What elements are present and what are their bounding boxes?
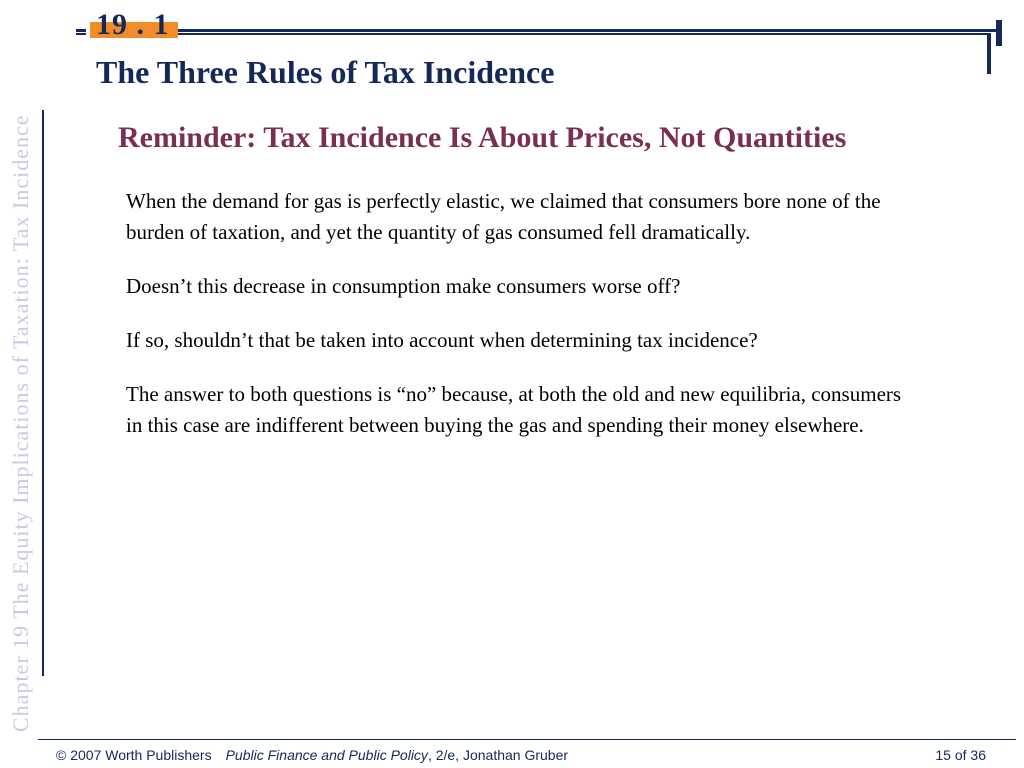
paragraph-1: When the demand for gas is perfectly elastic, we claimed that consumers bore none of the burden of taxation, and yet the quantity of gas consumed fell dramatically. xyxy=(126,189,881,244)
header-corner-outer xyxy=(996,20,1002,46)
slide-body xyxy=(126,186,906,464)
paragraph-2: Doesn’t this decrease in consumption make consumers worse off? xyxy=(126,274,681,298)
page-indicator: 15 of 36 xyxy=(935,747,986,763)
paragraph-3: If so, shouldn’t that be taken into account when determining tax incidence? xyxy=(126,328,758,352)
footer-credits xyxy=(56,747,568,763)
slide-subtitle: Reminder: Tax Incidence Is About Prices, Not Quantities xyxy=(118,121,847,154)
book-title: Public Finance and Public Policy xyxy=(225,747,428,763)
header-corner-inner xyxy=(987,33,991,74)
chapter-label: Chapter 19 The Equity Implications of Taxation: Tax Incidence xyxy=(8,114,33,732)
section-number: 19 . 1 xyxy=(96,8,170,41)
header-rule xyxy=(76,29,1000,32)
footer-rule xyxy=(38,739,1016,740)
book-suffix: , 2/e, Jonathan Gruber xyxy=(427,747,569,763)
page-title: The Three Rules of Tax Incidence xyxy=(96,54,555,90)
header-rule-shadow xyxy=(76,33,988,35)
paragraph-4: The answer to both questions is “no” because, at both the old and new equilibria, consumers in this case are indifferent between buying the gas and spending their money elsewhere. xyxy=(126,382,902,437)
left-rule xyxy=(42,110,44,676)
copyright-text: © 2007 Worth Publishers xyxy=(56,747,212,763)
